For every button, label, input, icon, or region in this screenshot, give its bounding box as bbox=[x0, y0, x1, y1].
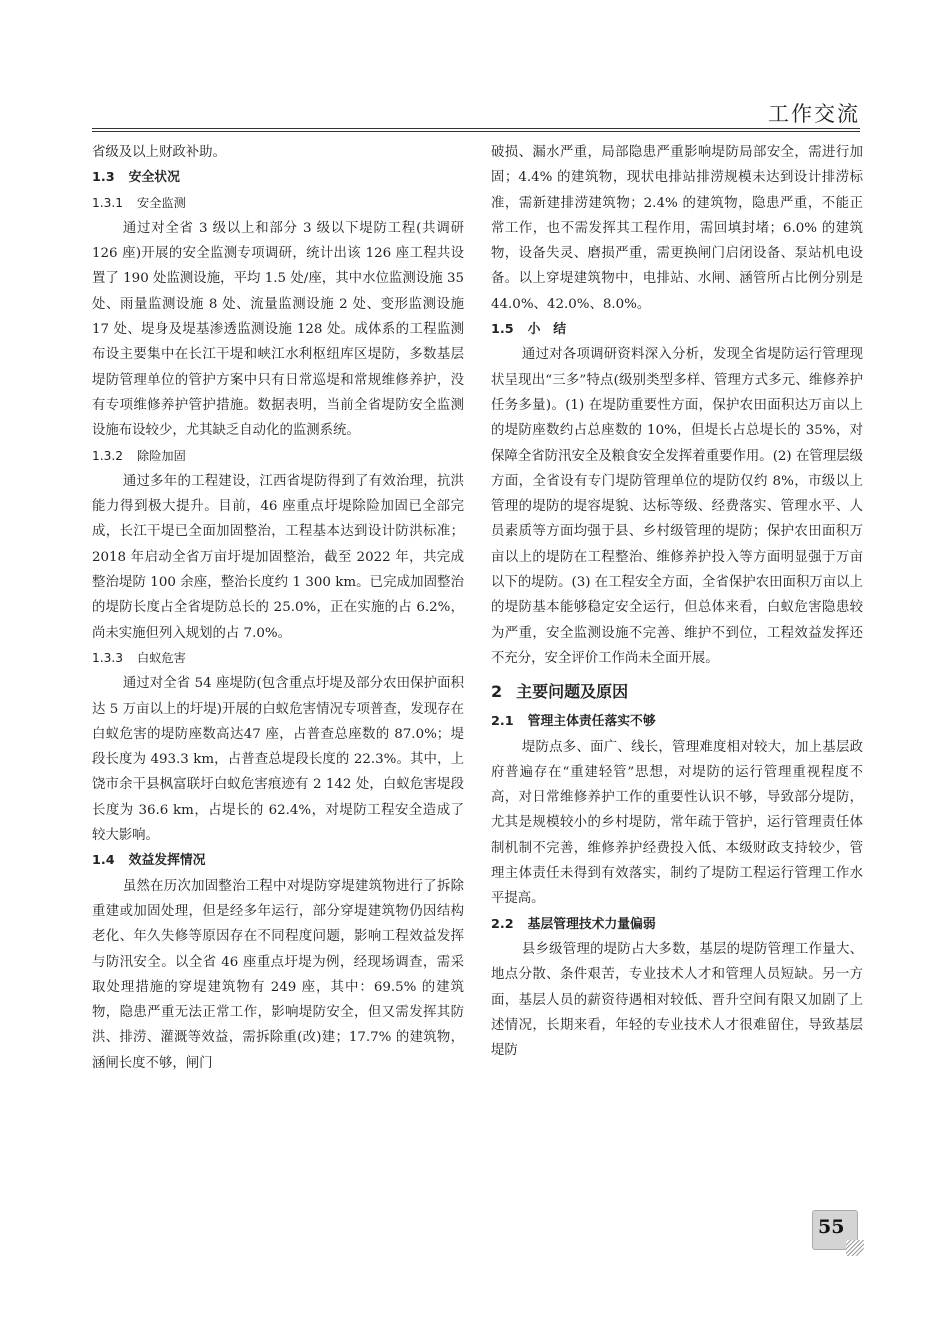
section-heading-1-3: 1.3 安全状况 bbox=[92, 170, 180, 186]
section-heading-2-1: 2.1 管理主体责任落实不够 bbox=[491, 714, 656, 730]
header-rule-thin bbox=[92, 131, 860, 132]
subsection-heading-1-3-3: 1.3.3 白蚁危害 bbox=[92, 650, 186, 665]
paragraph: 破损、漏水严重，局部隐患严重影响堤防局部安全，需进行加固；4.4% 的建筑物，现状电排站排涝规模未达到设计排涝标准，需新建排涝建筑物；2.4% 的建筑物，隐患严重，不能正常工作，也不需发挥其工程作用，需回填封堵；6.0% 的建筑物，设备失灵、磨损严重，需更换闸门启闭设备、泵站机电设备。以上穿堤建筑物中，电排站、水闸、涵管所占比例分别是 44.0%、42.0%、8.0%。 bbox=[491, 145, 863, 312]
section-heading-2-2: 2.2 基层管理技术力量偏弱 bbox=[491, 916, 656, 932]
section-heading-1-5: 1.5 小 结 bbox=[491, 322, 567, 338]
subsection-heading-1-3-2: 1.3.2 除险加固 bbox=[92, 448, 186, 463]
header-rule bbox=[92, 128, 860, 129]
chapter-heading-2: 2 主要问题及原因 bbox=[491, 682, 629, 702]
paragraph: 堤防点多、面广、线长，管理难度相对较大，加上基层政府普遍存在“重建轻管”思想，对堤防的运行管理重视程度不高，对日常维修养护工作的重要性认识不够，导致部分堤防，尤其是规模较小的乡村堤防，常年疏于管护，运行管理责任体制机制不完善，维修养护经费投入低、本级财政支持较少，管理主体责任未得到有效落实，制约了堤防工程运行管理工作水平提高。 bbox=[491, 739, 863, 907]
paragraph: 县乡级管理的堤防占大多数，基层的堤防管理工作量大、地点分散、条件艰苦，专业技术人才和管理人员短缺。另一方面，基层人员的薪资待遇相对较低、晋升空间有限又加剧了上述情况，长期来看，年轻的专业技术人才很难留住，导致基层堤防 bbox=[491, 941, 863, 1059]
section-title: 工作交流 bbox=[768, 102, 860, 126]
running-header bbox=[92, 92, 860, 132]
page-number-badge bbox=[812, 1210, 866, 1258]
paragraph: 虽然在历次加固整治工程中对堤防穿堤建筑物进行了拆除重建或加固处理，但是经多年运行，部分穿堤建筑物仍因结构老化、年久失修等原因存在不同程度问题，影响工程效益发挥与防汛安全。以全省 46 座重点圩堤为例，经现场调查，需采取处理措施的穿堤建筑物有 249 座，其中：69.5% 的建筑物，隐患严重无法正常工作，影响堤防安全，但又需发挥其防洪、排涝、灌溉等效益，需拆除重(改)建；17.7% 的建筑物，涵闸长度不够，闸门 bbox=[92, 878, 464, 1071]
section-heading-1-4: 1.4 效益发挥情况 bbox=[92, 853, 206, 869]
paragraph: 通过对各项调研资料深入分析，发现全省堤防运行管理现状呈现出“三多”特点(级别类型多样、管理方式多元、维修养护任务多量)。(1) 在堤防重要性方面，保护农田面积达万亩以上的堤防座数约占总座数的 10%，但堤长占总堤长的 35%，对保障全省防汛安全及粮食安全发挥着重要作用。(2) 在管理层级方面，全省设有专门堤防管理单位的堤防仅约 8%，市级以上管理的堤防的堤容堤貌、达标等级、经费落实、管理水平、人员素质等方面均强于县、乡村级管理的堤防；保护农田面积万亩以上的堤防在工程整治、维修养护投入等方面明显强于万亩以下的堤防。(3) 在工程安全方面，全省保护农田面积万亩以上的堤防基本能够稳定安全运行，但总体来看，白蚁危害隐患较为严重，安全监测设施不完善、维护不到位，工程效益发挥还不充分，安全评价工作尚未全面开展。 bbox=[491, 347, 863, 666]
paragraph: 省级及以上财政补助。 bbox=[92, 145, 226, 160]
paragraph: 通过多年的工程建设，江西省堤防得到了有效治理，抗洪能力得到极大提升。目前，46 座重点圩堤除险加固已全部完成，长江干堤已全面加固整治，工程基本达到设计防洪标准；2018 年启动全省万亩圩堤加固整治，截至 2022 年，共完成整治堤防 100 余座，整治长度约 1 300 km。已完成加固整治的堤防长度占全省堤防总长的 25.0%，正在实施的占 6.2%，尚未实施但列入规划的占 7.0%。 bbox=[92, 473, 464, 641]
subsection-heading-1-3-1: 1.3.1 安全监测 bbox=[92, 195, 186, 210]
left-column bbox=[92, 140, 464, 1076]
page-number: 55 bbox=[818, 1216, 845, 1238]
right-column bbox=[491, 140, 863, 1063]
paragraph: 通过对全省 54 座堤防(包含重点圩堤及部分农田保护面积达 5 万亩以上的圩堤)开展的白蚁危害情况专项普查，发现存在白蚁危害的堤防座数高达47 座，占普查总座数的 87.0%；堤段长度为 493.3 km，占普查总堤段长度的 22.3%。其中，上饶市余干县枫富联圩白蚁危害痕迹有 2 142 处，白蚁危害堤段长度为 36.6 km，占堤长的 62.4%，对堤防工程安全造成了较大影响。 bbox=[92, 676, 464, 844]
page-curl-icon bbox=[846, 1240, 864, 1256]
paragraph: 通过对全省 3 级以上和部分 3 级以下堤防工程(共调研 126 座)开展的安全监测专项调研，统计出该 126 座工程共设置了 190 处监测设施，平均 1.5 处/座，其中水位监测设施 35 处、雨量监测设施 8 处、流量监测设施 2 处、变形监测设施 17 处、堤身及堤基渗透监测设施 128 处。成体系的工程监测布设主要集中在长江干堤和峡江水利枢纽库区堤防，多数基层堤防管理单位的管护方案中只有日常巡堤和常规维修养护，没有专项维修养护管护措施。数据表明，当前全省堤防安全监测设施布设较少，尤其缺乏自动化的监测系统。 bbox=[92, 220, 464, 439]
